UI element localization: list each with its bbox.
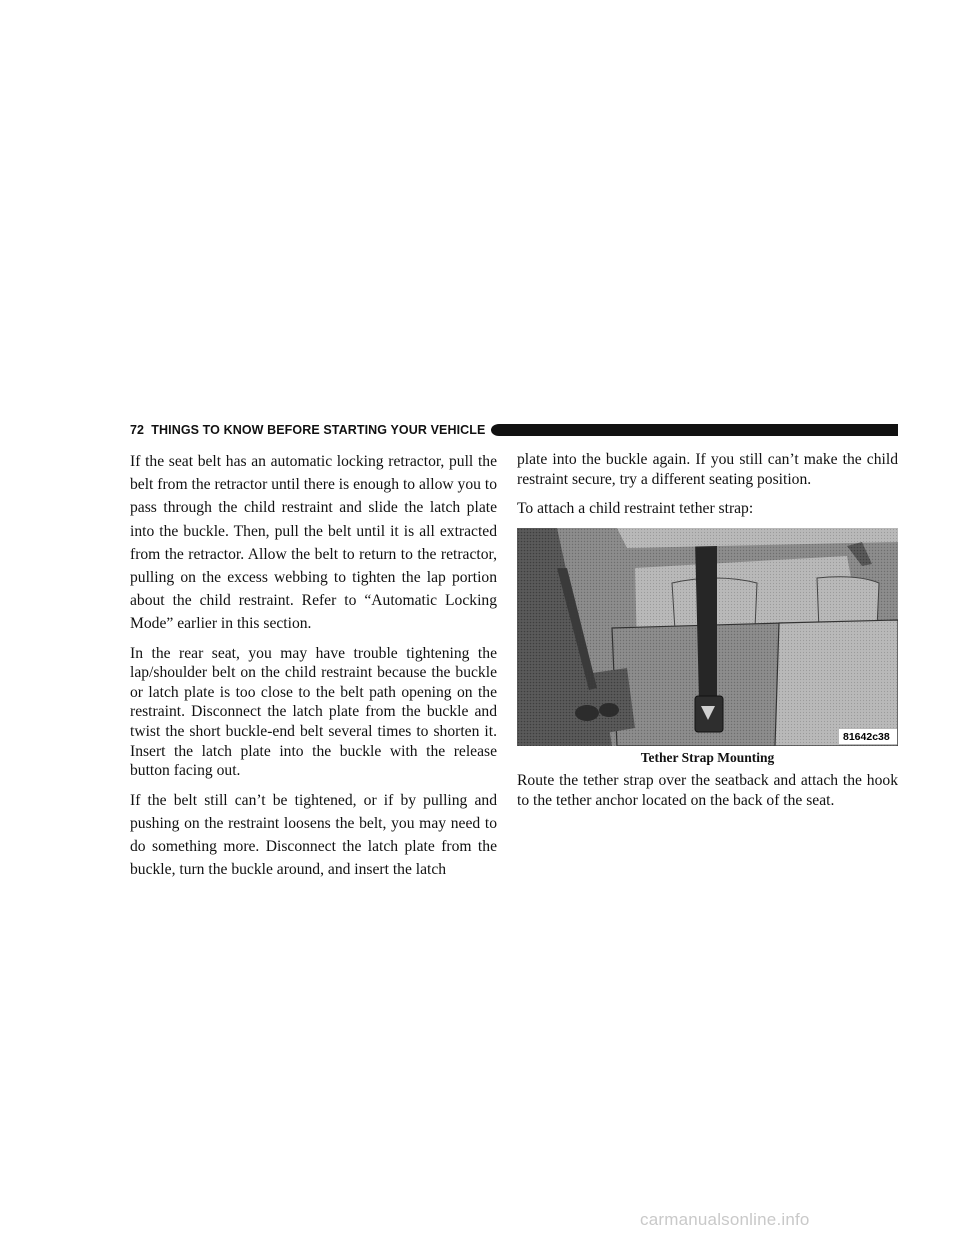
tether-strap-photo [517, 528, 898, 746]
paragraph-buckle-again: plate into the buckle again. If you still can’t make the child restraint secure, try a different seating position. [517, 451, 898, 488]
paragraph-rear-seat-tightening: In the rear seat, you may have trouble tightening the lap/shoulder belt on the child restraint because the buckle or latch plate is too close to the belt path opening on the restraint. Disconnect the latch plate from the buckle and twist the short buckle-end belt several times to shorten it. Insert the latch plate into the buckle with the release button facing out. [130, 644, 497, 780]
header-rule [491, 424, 898, 436]
paragraph-auto-locking-retractor: If the seat belt has an automatic locking retractor, pull the belt from the retractor until there is enough to allow you to pass through the child restraint and slide the latch plate into the buckle. Then, pull the belt until it is all extracted from the retractor. Allow the belt to return to the retractor, pulling on the excess webbing to tighten the lap portion about the child restraint. Refer to “Automatic Locking Mode” earlier in this section. [130, 453, 497, 633]
paragraph-attach-tether: To attach a child restraint tether strap: [517, 500, 754, 518]
right-column [517, 450, 898, 819]
paragraph-belt-still-loose: If the belt still can’t be tightened, or if by pulling and pushing on the restraint loosens the belt, you may need to do something more. Disconnect the latch plate from the buckle, turn the buckle around, and insert the latch [130, 791, 497, 879]
watermark-text: carmanualsonline.info [640, 1210, 810, 1229]
left-column [130, 450, 497, 890]
figure-caption: Tether Strap Mounting [640, 750, 775, 766]
page-number: 72 [130, 423, 145, 437]
page-header [130, 421, 898, 439]
section-title: THINGS TO KNOW BEFORE STARTING YOUR VEHICLE [151, 423, 486, 437]
figure-code-label: 81642c38 [843, 731, 890, 744]
paragraph-route-tether: Route the tether strap over the seatback and attach the hook to the tether anchor located on the back of the seat. [517, 772, 898, 809]
tether-strap-figure [517, 528, 898, 767]
page-header-text [130, 423, 485, 437]
